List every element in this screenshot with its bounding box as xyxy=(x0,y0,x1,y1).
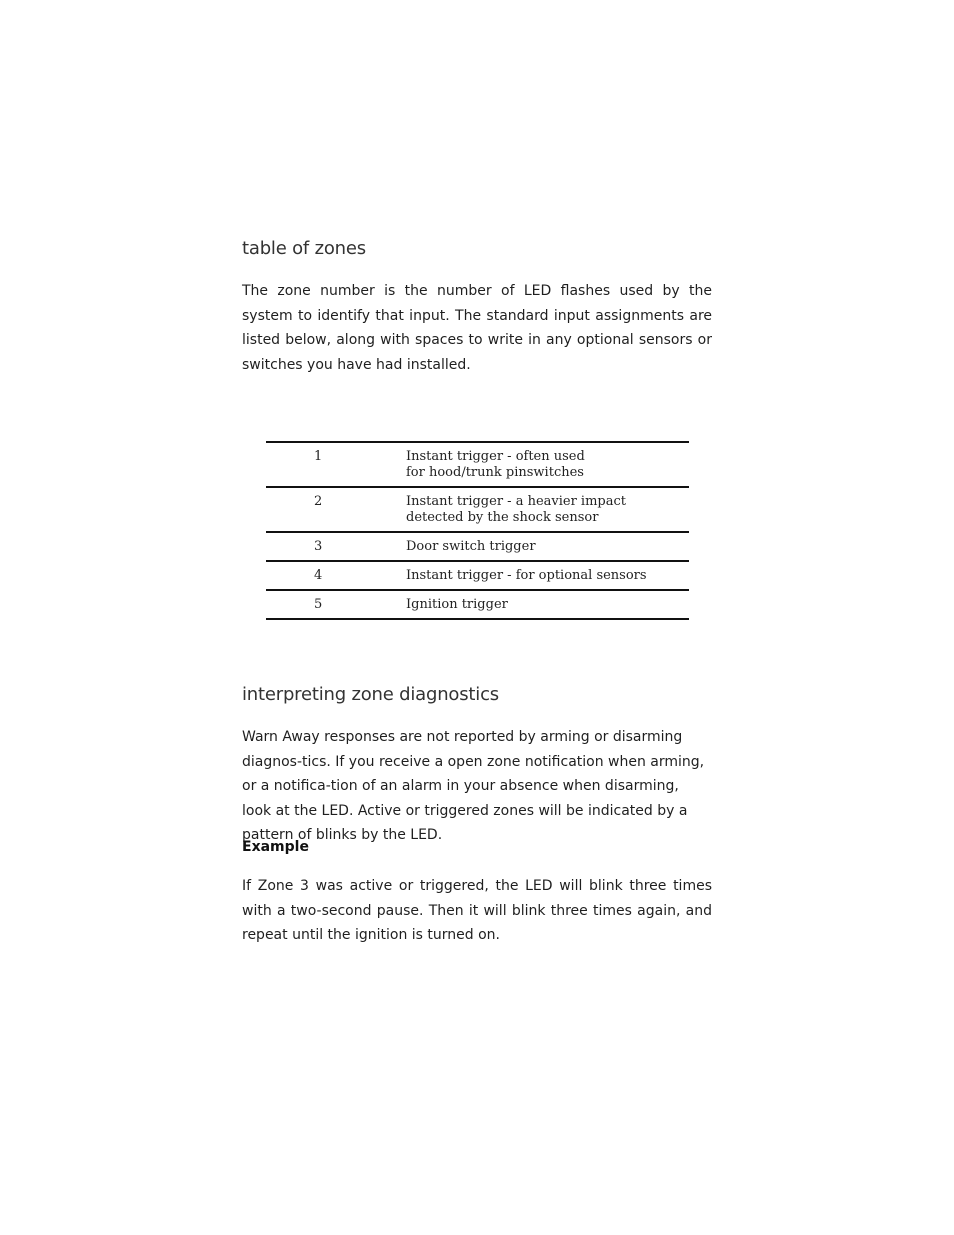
zone-description-line: detected by the shock sensor xyxy=(406,510,599,525)
table-row xyxy=(266,488,689,533)
zone-description xyxy=(406,443,689,486)
zone-description-line: Ignition trigger xyxy=(406,597,508,612)
section-heading-table-of-zones: table of zones xyxy=(242,238,366,259)
zone-table xyxy=(266,441,689,620)
zone-description-line: for hood/trunk pinswitches xyxy=(406,465,584,480)
zone-description xyxy=(406,562,689,589)
table-row xyxy=(266,562,689,591)
intro-paragraph: The zone number is the number of LED flashes used by the system to identify that input. The standard input assignments are listed below, along with spaces to write in any optional sensors or switches you have had installed. xyxy=(242,283,712,373)
zone-description xyxy=(406,591,689,618)
zone-description-line: Instant trigger - a heavier impact xyxy=(406,494,626,509)
zone-number: 4 xyxy=(314,568,323,583)
zone-number: 2 xyxy=(314,494,323,509)
zone-description xyxy=(406,488,689,531)
zone-number: 5 xyxy=(314,597,323,612)
zone-description-line: Door switch trigger xyxy=(406,539,536,554)
example-subheading: Example xyxy=(242,839,309,855)
example-paragraph: If Zone 3 was active or triggered, the LED will blink three times with a two-second pause. Then it will blink three times again, and repeat until the ignition is turned on. xyxy=(242,878,712,943)
zone-number: 3 xyxy=(314,539,323,554)
zone-description-line: Instant trigger - often used xyxy=(406,449,585,464)
zone-description-line: Instant trigger - for optional sensors xyxy=(406,568,647,583)
section-heading-interpreting-zone-diagnostics: interpreting zone diagnostics xyxy=(242,684,499,705)
table-row xyxy=(266,591,689,620)
table-row xyxy=(266,533,689,562)
table-row xyxy=(266,443,689,488)
zone-description xyxy=(406,533,689,560)
zone-number: 1 xyxy=(314,449,323,464)
diagnostics-paragraph: Warn Away responses are not reported by arming or disarming diagnos-tics. If you receive a open zone notification when arming, or a notifica-tion of an alarm in your absence when disarming, look at the LED. Active or triggered zones will be indicated by a pattern of blinks by the LED. xyxy=(242,729,705,843)
